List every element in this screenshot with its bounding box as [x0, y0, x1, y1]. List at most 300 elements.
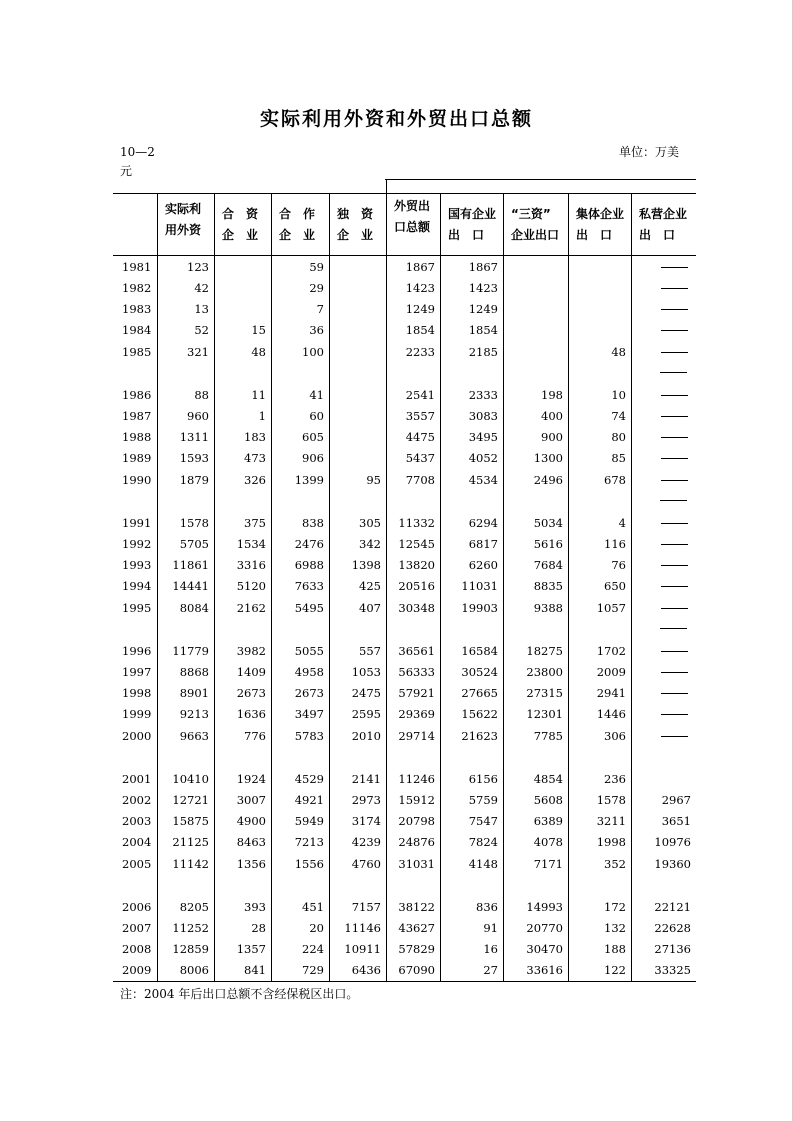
not-applicable-dash: [661, 309, 688, 310]
value-cell: 1300: [533, 451, 563, 465]
value-cell: 5055: [294, 644, 324, 658]
year-cell: 2009: [122, 963, 152, 977]
value-cell: 906: [302, 451, 324, 465]
value-cell: 1399: [294, 473, 324, 487]
value-cell: 2333: [468, 388, 498, 402]
table-row: [113, 427, 696, 448]
year-cell: 2004: [122, 835, 152, 849]
value-cell: 1398: [351, 558, 381, 572]
value-cell: 57921: [398, 686, 435, 700]
value-cell: 29714: [398, 729, 435, 743]
value-cell: 60: [309, 409, 324, 423]
value-cell: 29369: [398, 707, 435, 721]
not-applicable-dash: [661, 565, 688, 566]
value-cell: 74: [611, 409, 626, 423]
value-cell: 838: [302, 516, 324, 530]
column-header: [448, 204, 497, 246]
table-row: [113, 299, 696, 320]
table-row: [113, 726, 696, 747]
column-header: [511, 204, 562, 246]
value-cell: 14441: [172, 579, 209, 593]
value-cell: 2476: [294, 537, 324, 551]
column-header-line: 实际利: [165, 202, 202, 216]
value-cell: 8901: [179, 686, 209, 700]
column-header-line: 私营企业: [639, 207, 688, 221]
column-header-line: “三资”: [511, 207, 551, 221]
column-header: [337, 204, 380, 246]
value-cell: 2941: [596, 686, 626, 700]
year-cell: 1989: [122, 451, 152, 465]
column-header-line: 外贸出: [394, 199, 431, 213]
year-cell: 1994: [122, 579, 152, 593]
value-cell: 3211: [596, 814, 626, 828]
value-cell: 11142: [172, 857, 209, 871]
value-cell: 56333: [398, 665, 435, 679]
value-cell: 9213: [179, 707, 209, 721]
value-cell: 7171: [533, 857, 563, 871]
value-cell: 1854: [468, 323, 498, 337]
value-cell: 305: [359, 516, 381, 530]
not-applicable-dash: [661, 736, 688, 737]
column-header-line: 出 口: [639, 228, 676, 242]
value-cell: 2141: [351, 772, 381, 786]
value-cell: 557: [359, 644, 381, 658]
table-footnote: 注：2004 年后出口总额不含经保税区出口。: [120, 987, 359, 1001]
value-cell: 4921: [294, 793, 324, 807]
value-cell: 1702: [596, 644, 626, 658]
value-cell: 1249: [405, 302, 435, 316]
year-cell: 1988: [122, 430, 152, 444]
value-cell: 11861: [172, 558, 209, 572]
value-cell: 4052: [468, 451, 498, 465]
table-top-rule: [113, 193, 696, 194]
value-cell: 7: [316, 302, 324, 316]
value-cell: 12721: [172, 793, 209, 807]
value-cell: 3497: [294, 707, 324, 721]
value-cell: 2162: [236, 601, 266, 615]
table-row: [113, 769, 696, 790]
column-header-line: 国有企业: [448, 207, 497, 221]
value-cell: 4534: [468, 473, 498, 487]
column-header-line: 出 口: [576, 228, 613, 242]
value-cell: 13: [194, 302, 209, 316]
value-cell: 4078: [533, 835, 563, 849]
value-cell: 3557: [405, 409, 435, 423]
value-cell: 76: [611, 558, 626, 572]
value-cell: 2673: [236, 686, 266, 700]
value-cell: 11031: [461, 579, 498, 593]
value-cell: 4854: [533, 772, 563, 786]
value-cell: 100: [302, 345, 324, 359]
value-cell: 4: [618, 516, 626, 530]
value-cell: 29: [309, 281, 324, 295]
value-cell: 7547: [468, 814, 498, 828]
year-cell: 2002: [122, 793, 152, 807]
value-cell: 48: [251, 345, 266, 359]
year-cell: 1982: [122, 281, 152, 295]
not-applicable-dash: [661, 608, 688, 609]
value-cell: 836: [476, 900, 498, 914]
value-cell: 1998: [596, 835, 626, 849]
table-row: [113, 960, 696, 981]
value-cell: 9388: [533, 601, 563, 615]
value-cell: 10410: [172, 772, 209, 786]
header-bottom-rule: [113, 255, 696, 256]
table-row: [113, 897, 696, 918]
year-cell: 1986: [122, 388, 152, 402]
value-cell: 352: [604, 857, 626, 871]
table-bottom-rule: [113, 981, 696, 982]
value-cell: 2967: [661, 793, 691, 807]
value-cell: 33616: [526, 963, 563, 977]
value-cell: 451: [302, 900, 324, 914]
table-row: [113, 513, 696, 534]
not-applicable-dash: [661, 416, 688, 417]
value-cell: 3083: [468, 409, 498, 423]
column-header: [576, 204, 625, 246]
value-cell: 8205: [179, 900, 209, 914]
table-row: [113, 641, 696, 662]
value-cell: 33325: [654, 963, 691, 977]
column-header-line: 合 作: [279, 207, 316, 221]
value-cell: 13820: [398, 558, 435, 572]
value-cell: 5616: [533, 537, 563, 551]
not-applicable-dash: [661, 267, 688, 268]
column-header-line: 企 业: [337, 228, 374, 242]
value-cell: 7213: [294, 835, 324, 849]
value-cell: 95: [366, 473, 381, 487]
value-cell: 36: [309, 323, 324, 337]
value-cell: 2496: [533, 473, 563, 487]
value-cell: 5705: [179, 537, 209, 551]
value-cell: 1357: [236, 942, 266, 956]
value-cell: 1593: [179, 451, 209, 465]
column-header: [394, 196, 434, 238]
value-cell: 1053: [351, 665, 381, 679]
value-cell: 4148: [468, 857, 498, 871]
value-cell: 30348: [398, 601, 435, 615]
year-cell: 2000: [122, 729, 152, 743]
value-cell: 1057: [596, 601, 626, 615]
value-cell: 224: [302, 942, 324, 956]
value-cell: 2475: [351, 686, 381, 700]
value-cell: 7785: [533, 729, 563, 743]
year-cell: 2005: [122, 857, 152, 871]
value-cell: 4900: [236, 814, 266, 828]
year-cell: 1984: [122, 323, 152, 337]
value-cell: 198: [541, 388, 563, 402]
value-cell: 960: [187, 409, 209, 423]
table-row: [113, 662, 696, 683]
not-applicable-dash: [661, 544, 688, 545]
value-cell: 122: [604, 963, 626, 977]
year-cell: 2008: [122, 942, 152, 956]
value-cell: 650: [604, 579, 626, 593]
value-cell: 407: [359, 601, 381, 615]
value-cell: 22628: [654, 921, 691, 935]
value-cell: 5949: [294, 814, 324, 828]
value-cell: 7157: [351, 900, 381, 914]
value-cell: 1446: [596, 707, 626, 721]
year-cell: 1981: [122, 260, 152, 274]
value-cell: 20770: [526, 921, 563, 935]
table-row: [113, 406, 696, 427]
table-row: [113, 257, 696, 278]
value-cell: 91: [483, 921, 498, 935]
value-cell: 36561: [398, 644, 435, 658]
table-row: [113, 683, 696, 704]
table-top-rule-right: [385, 179, 696, 180]
value-cell: 8868: [179, 665, 209, 679]
value-cell: 900: [541, 430, 563, 444]
value-cell: 4760: [351, 857, 381, 871]
table-row: [113, 598, 696, 619]
value-cell: 342: [359, 537, 381, 551]
value-cell: 7684: [533, 558, 563, 572]
value-cell: 6436: [351, 963, 381, 977]
not-applicable-dash: [661, 458, 688, 459]
table-row: [113, 320, 696, 341]
value-cell: 23800: [526, 665, 563, 679]
value-cell: 6156: [468, 772, 498, 786]
value-cell: 52: [194, 323, 209, 337]
value-cell: 326: [244, 473, 266, 487]
value-cell: 116: [604, 537, 626, 551]
not-applicable-dash: [661, 480, 688, 481]
column-header-line: 企 业: [279, 228, 316, 242]
not-applicable-dash: [661, 523, 688, 524]
value-cell: 19903: [461, 601, 498, 615]
value-cell: 12301: [526, 707, 563, 721]
value-cell: 183: [244, 430, 266, 444]
not-applicable-dash: [661, 395, 688, 396]
value-cell: 15622: [461, 707, 498, 721]
value-cell: 4958: [294, 665, 324, 679]
value-cell: 20798: [398, 814, 435, 828]
value-cell: 31031: [398, 857, 435, 871]
value-cell: 678: [604, 473, 626, 487]
table-row: [113, 854, 696, 875]
value-cell: 7824: [468, 835, 498, 849]
value-cell: 7708: [405, 473, 435, 487]
table-row: [113, 534, 696, 555]
value-cell: 20516: [398, 579, 435, 593]
value-cell: 8084: [179, 601, 209, 615]
value-cell: 8835: [533, 579, 563, 593]
value-cell: 9663: [179, 729, 209, 743]
value-cell: 2185: [468, 345, 498, 359]
value-cell: 3174: [351, 814, 381, 828]
not-applicable-dash: [661, 330, 688, 331]
not-applicable-dash: [661, 714, 688, 715]
table-row: [113, 939, 696, 960]
value-cell: 1423: [405, 281, 435, 295]
column-header-line: 口总额: [394, 220, 431, 234]
year-cell: 1990: [122, 473, 152, 487]
value-cell: 3651: [661, 814, 691, 828]
value-cell: 776: [244, 729, 266, 743]
value-cell: 6294: [468, 516, 498, 530]
table-row: [113, 470, 696, 491]
year-cell: 1998: [122, 686, 152, 700]
value-cell: 1311: [179, 430, 209, 444]
year-cell: 2007: [122, 921, 152, 935]
year-cell: 2001: [122, 772, 152, 786]
value-cell: 16584: [461, 644, 498, 658]
unit-label: 单位：万美: [619, 145, 680, 159]
value-cell: 1356: [236, 857, 266, 871]
not-applicable-dash: [661, 651, 688, 652]
value-cell: 3495: [468, 430, 498, 444]
table-row: [113, 811, 696, 832]
not-applicable-dash: [661, 437, 688, 438]
value-cell: 6389: [533, 814, 563, 828]
unit-label-continuation: 元: [120, 164, 133, 178]
value-cell: 10: [611, 388, 626, 402]
value-cell: 2673: [294, 686, 324, 700]
value-cell: 1924: [236, 772, 266, 786]
value-cell: 3316: [236, 558, 266, 572]
value-cell: 15: [251, 323, 266, 337]
value-cell: 57829: [398, 942, 435, 956]
column-header: [222, 204, 265, 246]
value-cell: 12859: [172, 942, 209, 956]
value-cell: 3007: [236, 793, 266, 807]
value-cell: 729: [302, 963, 324, 977]
value-cell: 4529: [294, 772, 324, 786]
column-header-line: 用外资: [165, 223, 202, 237]
value-cell: 236: [604, 772, 626, 786]
value-cell: 6817: [468, 537, 498, 551]
value-cell: 19360: [654, 857, 691, 871]
value-cell: 841: [244, 963, 266, 977]
value-cell: 10911: [344, 942, 381, 956]
year-cell: 1992: [122, 537, 152, 551]
value-cell: 1249: [468, 302, 498, 316]
table-row: [113, 448, 696, 469]
value-cell: 42: [194, 281, 209, 295]
value-cell: 4475: [405, 430, 435, 444]
value-cell: 28: [251, 921, 266, 935]
value-cell: 41: [309, 388, 324, 402]
value-cell: 21125: [172, 835, 209, 849]
table-number: 10—2: [120, 145, 155, 159]
value-cell: 12545: [398, 537, 435, 551]
value-cell: 5783: [294, 729, 324, 743]
value-cell: 123: [187, 260, 209, 274]
table-row: [113, 342, 696, 363]
value-cell: 16: [483, 942, 498, 956]
value-cell: 21623: [461, 729, 498, 743]
value-cell: 473: [244, 451, 266, 465]
value-cell: 11332: [398, 516, 435, 530]
value-cell: 2595: [351, 707, 381, 721]
value-cell: 5495: [294, 601, 324, 615]
value-cell: 1: [258, 409, 266, 423]
column-header-line: 企业出口: [511, 228, 560, 242]
value-cell: 425: [359, 579, 381, 593]
value-cell: 1578: [596, 793, 626, 807]
value-cell: 10976: [654, 835, 691, 849]
value-cell: 5759: [468, 793, 498, 807]
value-cell: 59: [309, 260, 324, 274]
value-cell: 30524: [461, 665, 498, 679]
table-row: [113, 555, 696, 576]
year-cell: 1999: [122, 707, 152, 721]
value-cell: 1636: [236, 707, 266, 721]
table-row: [113, 385, 696, 406]
value-cell: 11: [251, 388, 266, 402]
table-row: [113, 278, 696, 299]
value-cell: 11246: [398, 772, 435, 786]
value-cell: 6988: [294, 558, 324, 572]
year-cell: 1993: [122, 558, 152, 572]
year-cell: 1995: [122, 601, 152, 615]
value-cell: 11146: [344, 921, 381, 935]
value-cell: 11252: [172, 921, 209, 935]
value-cell: 5608: [533, 793, 563, 807]
value-cell: 4239: [351, 835, 381, 849]
value-cell: 15912: [398, 793, 435, 807]
value-cell: 2973: [351, 793, 381, 807]
year-cell: 1996: [122, 644, 152, 658]
year-cell: 1983: [122, 302, 152, 316]
year-cell: 2003: [122, 814, 152, 828]
column-header-line: 合 资: [222, 207, 259, 221]
column-header-line: 企 业: [222, 228, 259, 242]
column-header: [279, 204, 323, 246]
year-cell: 1997: [122, 665, 152, 679]
table-row: [113, 918, 696, 939]
value-cell: 3982: [236, 644, 266, 658]
value-cell: 2233: [405, 345, 435, 359]
year-cell: 1985: [122, 345, 152, 359]
value-cell: 88: [194, 388, 209, 402]
value-cell: 132: [604, 921, 626, 935]
not-applicable-dash: [660, 628, 687, 629]
value-cell: 27136: [654, 942, 691, 956]
value-cell: 18275: [526, 644, 563, 658]
value-cell: 1867: [405, 260, 435, 274]
value-cell: 8463: [236, 835, 266, 849]
table-row: [113, 832, 696, 853]
value-cell: 2009: [596, 665, 626, 679]
table-row: [113, 576, 696, 597]
value-cell: 38122: [398, 900, 435, 914]
column-header-line: 独 资: [337, 207, 374, 221]
table-row: [113, 790, 696, 811]
value-cell: 393: [244, 900, 266, 914]
not-applicable-dash: [661, 288, 688, 289]
value-cell: 1556: [294, 857, 324, 871]
not-applicable-dash: [660, 500, 687, 501]
value-cell: 43627: [398, 921, 435, 935]
value-cell: 30470: [526, 942, 563, 956]
value-cell: 8006: [179, 963, 209, 977]
value-cell: 6260: [468, 558, 498, 572]
value-cell: 2541: [405, 388, 435, 402]
value-cell: 20: [309, 921, 324, 935]
value-cell: 2010: [351, 729, 381, 743]
value-cell: 11779: [172, 644, 209, 658]
value-cell: 172: [604, 900, 626, 914]
value-cell: 5034: [533, 516, 563, 530]
value-cell: 321: [187, 345, 209, 359]
table-row: [113, 704, 696, 725]
not-applicable-dash: [661, 672, 688, 673]
year-cell: 1987: [122, 409, 152, 423]
value-cell: 5120: [236, 579, 266, 593]
